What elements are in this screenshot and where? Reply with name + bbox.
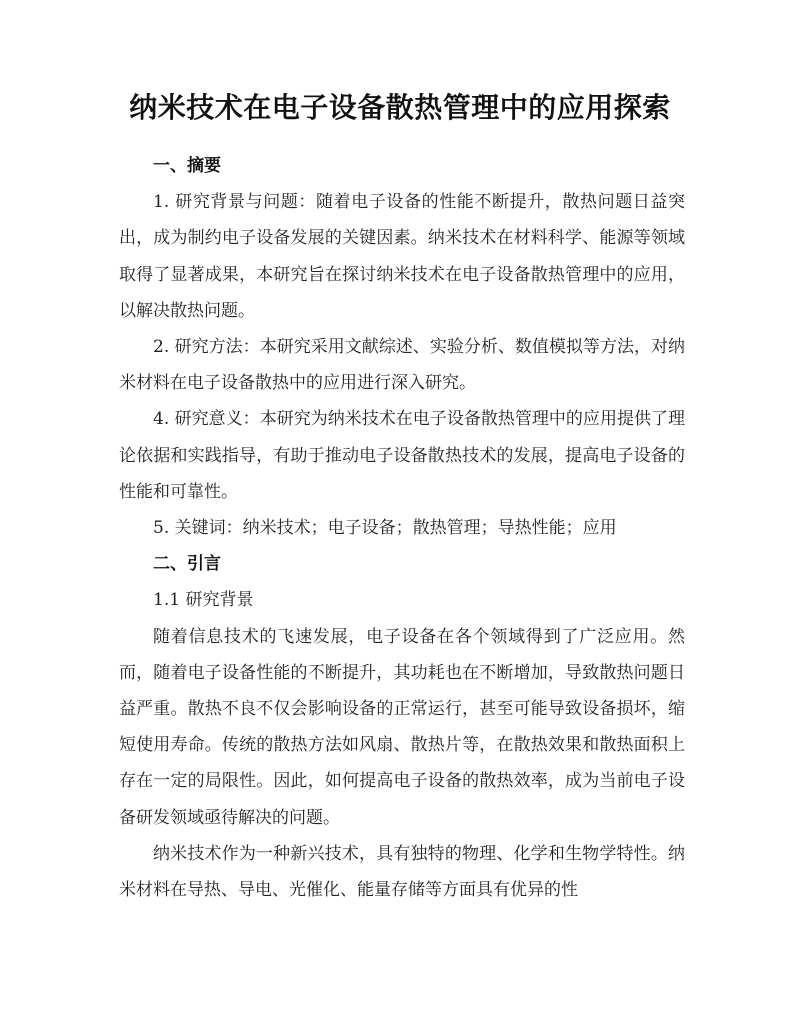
abstract-item-keywords: 5. 关键词：纳米技术；电子设备；散热管理；导热性能；应用 [153, 518, 617, 539]
intro-subheading: 1.1 研究背景 [153, 590, 254, 611]
intro-paragraph-2: 纳米技术作为一种新兴技术，具有独特的物理、化学和生物学特性。纳米材料在导热、导电、光催化、能量存储等方面具有优异的性 [119, 843, 685, 901]
document-title: 纳米技术在电子设备散热管理中的应用探索 [129, 91, 671, 124]
abstract-item-significance: 4. 研究意义：本研究为纳米技术在电子设备散热管理中的应用提供了理论依据和实践指导，有助于推动电子设备散热技术的发展，提高电子设备的性能和可靠性。 [119, 409, 685, 502]
abstract-item-background: 1. 研究背景与问题：随着电子设备的性能不断提升，散热问题日益突出，成为制约电子设备发展的关键因素。纳米技术在材料科学、能源等领域取得了显著成果，本研究旨在探讨纳米技术在电子设备散热管理中的应用，以解决散热问题。 [119, 192, 685, 321]
intro-heading: 二、引言 [153, 554, 221, 575]
document-body [119, 148, 685, 908]
abstract-heading: 一、摘要 [153, 156, 221, 176]
intro-paragraph-1: 随着信息技术的飞速发展，电子设备在各个领域得到了广泛应用。然而，随着电子设备性能的不断提升，其功耗也在不断增加，导致散热问题日益严重。散热不良不仅会影响设备的正常运行，甚至可能导致设备损坏，缩短使用寿命。传统的散热方法如风扇、散热片等，在散热效果和散热面积上存在一定的局限性。因此，如何提高电子设备的散热效率，成为当前电子设备研发领域亟待解决的问题。 [119, 626, 685, 828]
abstract-item-methods: 2. 研究方法：本研究采用文献综述、实验分析、数值模拟等方法，对纳米材料在电子设备散热中的应用进行深入研究。 [119, 337, 685, 394]
